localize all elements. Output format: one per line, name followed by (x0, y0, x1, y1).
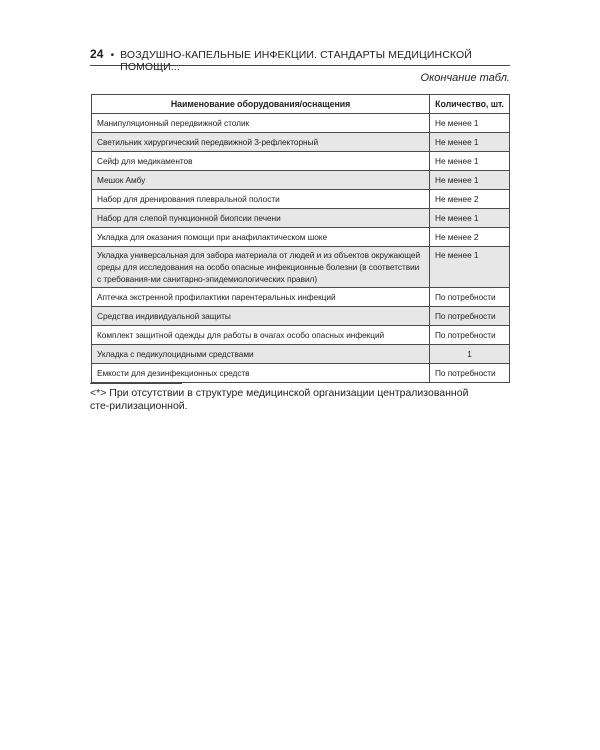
quantity-cell: Не менее 1 (430, 152, 510, 171)
equipment-name-cell: Сейф для медикаментов (92, 152, 430, 171)
quantity-cell: Не менее 2 (430, 190, 510, 209)
table-row (92, 364, 510, 383)
equipment-name-cell: Комплект защитной одежды для работы в очагах особо опасных инфекций (92, 326, 430, 345)
table-row (92, 171, 510, 190)
equipment-name-cell: Набор для дренирования плевральной полости (92, 190, 430, 209)
equipment-name-cell: Светильник хирургический передвижной 3-рефлекторный (92, 133, 430, 152)
table-row (92, 247, 510, 288)
table-row (92, 345, 510, 364)
header-bullet: • (110, 50, 115, 61)
table-continuation-note: Окончание табл. (420, 72, 510, 84)
quantity-cell: 1 (430, 345, 510, 364)
footnote: <*> При отсутствии в структуре медицинской организации централизованной сте-рилизационной. (90, 387, 469, 412)
table-row (92, 190, 510, 209)
page-number: 24 (90, 47, 104, 61)
quantity-cell: Не менее 1 (430, 171, 510, 190)
table-row (92, 307, 510, 326)
quantity-cell: Не менее 1 (430, 114, 510, 133)
quantity-cell: Не менее 1 (430, 209, 510, 228)
equipment-table (91, 94, 510, 383)
footnote-divider (90, 383, 182, 384)
table-row (92, 209, 510, 228)
table-row (92, 288, 510, 307)
equipment-name-cell: Укладка для оказания помощи при анафилактическом шоке (92, 228, 430, 247)
equipment-name-cell: Набор для слепой пункционной биопсии печени (92, 209, 430, 228)
table-row (92, 133, 510, 152)
quantity-cell: По потребности (430, 307, 510, 326)
table-header-row (92, 95, 510, 114)
equipment-name-cell: Мешок Амбу (92, 171, 430, 190)
equipment-name-cell: Укладка универсальная для забора материала от людей и из объектов окружающей среды для исследования на особо опасные инфекционные болезни (в соответствии с требования-ми санитарно-эпидемиологических правил) (92, 247, 430, 288)
column-header-equipment: Наименование оборудования/оснащения (92, 95, 430, 114)
table-row (92, 152, 510, 171)
quantity-cell: Не менее 2 (430, 228, 510, 247)
running-title: ВОЗДУШНО-КАПЕЛЬНЫЕ ИНФЕКЦИИ. СТАНДАРТЫ МЕДИЦИНСКОЙ ПОМОЩИ... (120, 49, 472, 73)
page-header (90, 47, 510, 73)
table-row (92, 326, 510, 345)
quantity-cell: По потребности (430, 326, 510, 345)
equipment-name-cell: Аптечка экстренной профилактики парентеральных инфекций (92, 288, 430, 307)
equipment-name-cell: Манипуляционный передвижной столик (92, 114, 430, 133)
equipment-name-cell: Укладка с педикулоцидными средствами (92, 345, 430, 364)
column-header-quantity: Количество, шт. (430, 95, 510, 114)
quantity-cell: Не менее 1 (430, 247, 510, 288)
quantity-cell: По потребности (430, 364, 510, 383)
quantity-cell: По потребности (430, 288, 510, 307)
table-row (92, 114, 510, 133)
equipment-name-cell: Емкости для дезинфекционных средств (92, 364, 430, 383)
table-row (92, 228, 510, 247)
quantity-cell: Не менее 1 (430, 133, 510, 152)
equipment-name-cell: Средства индивидуальной защиты (92, 307, 430, 326)
